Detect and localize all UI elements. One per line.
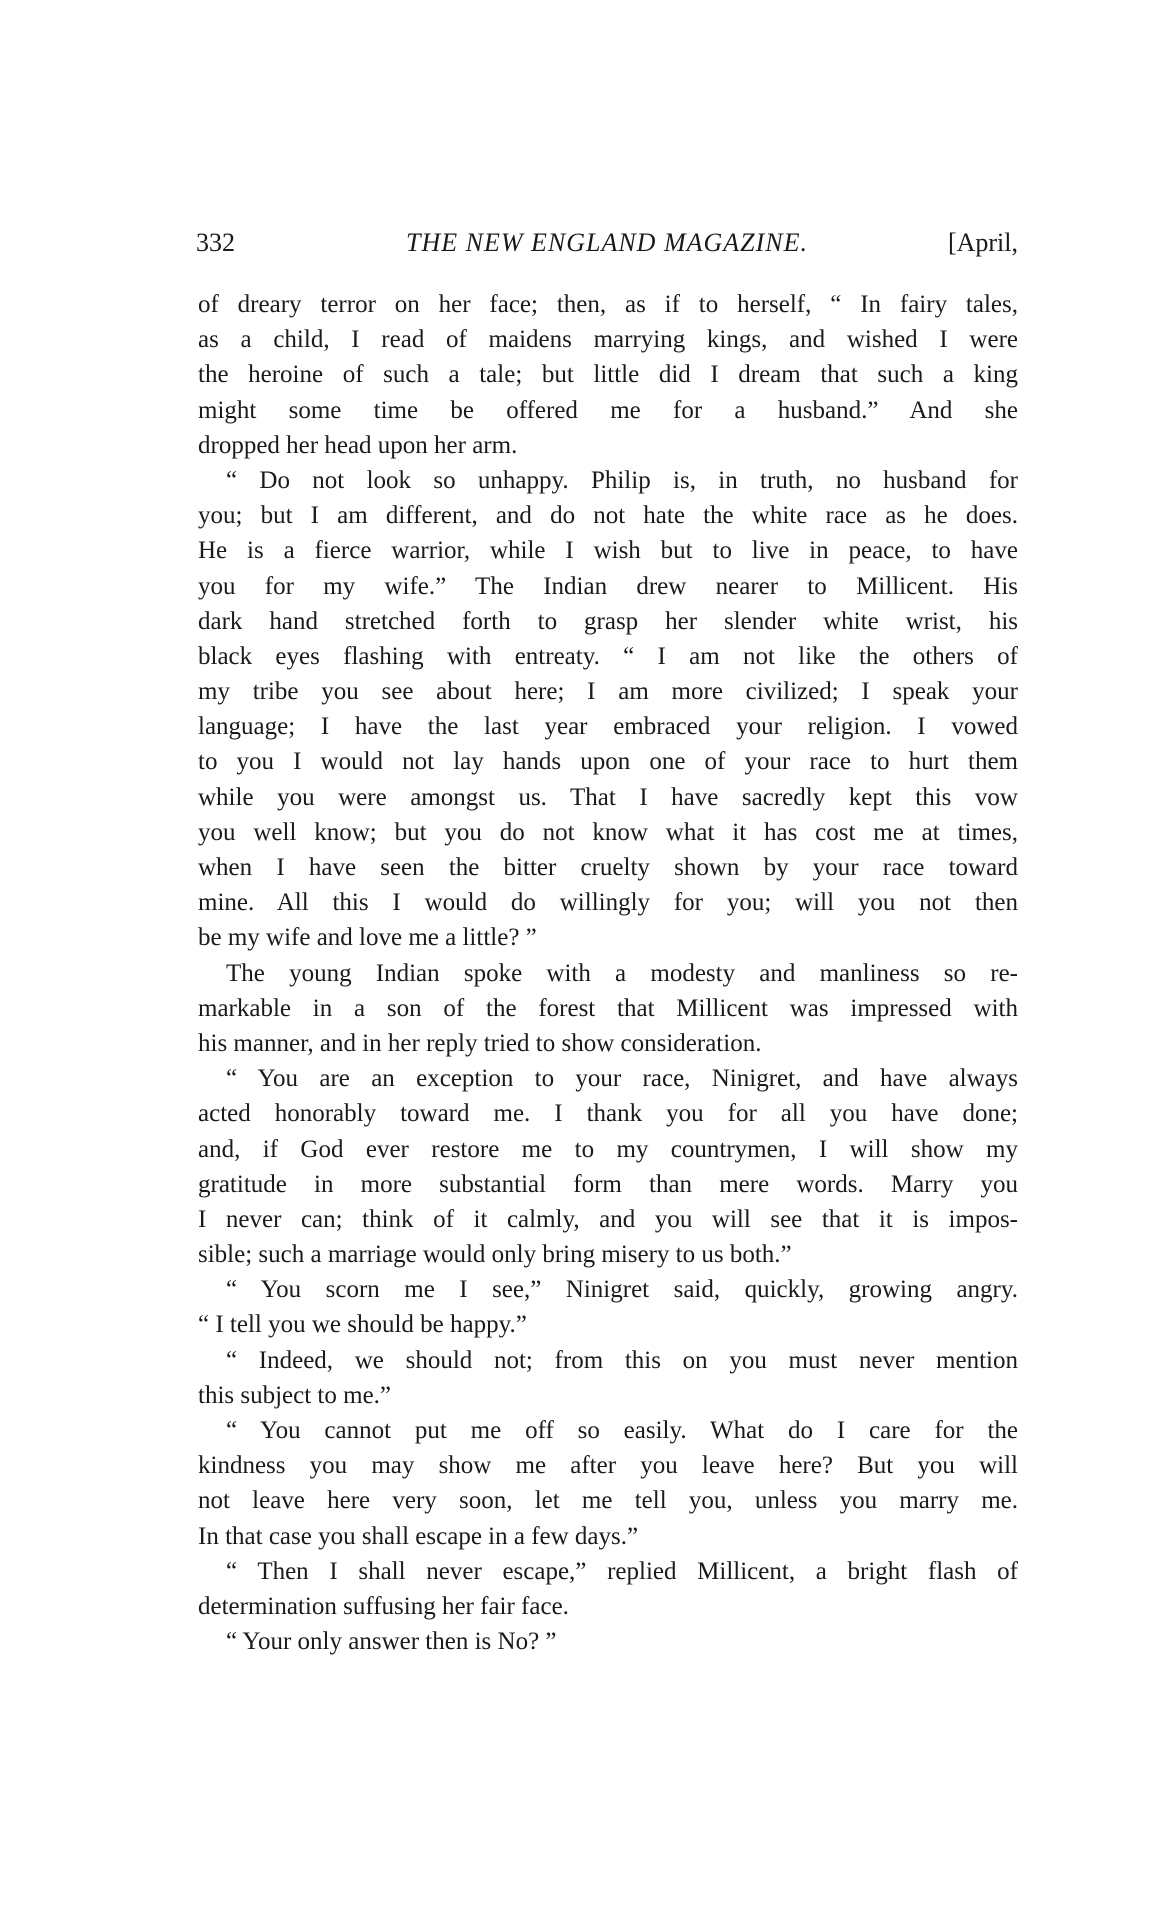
text-line: “ Your only answer then is No? ” xyxy=(226,1628,557,1656)
text-line: acted honorably toward me. I thank you for all you have done; xyxy=(198,1100,1018,1128)
page-number: 332 xyxy=(196,228,235,257)
text-line: and, if God ever restore me to my countrymen, I will show my xyxy=(198,1135,1018,1163)
text-line: to you I would not lay hands upon one of your race to hurt them xyxy=(198,748,1018,776)
text-line: kindness you may show me after you leave here? But you will xyxy=(198,1452,1018,1480)
text-line: his manner, and in her reply tried to show consideration. xyxy=(198,1029,762,1057)
text-line: the heroine of such a tale; but little did I dream that such a king xyxy=(198,361,1018,389)
text-line: “ You are an exception to your race, Ninigret, and have always xyxy=(226,1065,1018,1093)
issue-month: [April, xyxy=(947,228,1018,257)
text-line: as a child, I read of maidens marrying kings, and wished I were xyxy=(198,326,1018,354)
text-line: dropped her head upon her arm. xyxy=(198,431,518,459)
text-line: language; I have the last year embraced your religion. I vowed xyxy=(198,713,1018,741)
text-line: while you were amongst us. That I have sacredly kept this vow xyxy=(198,783,1018,811)
text-line: mine. All this I would do willingly for you; will you not then xyxy=(198,889,1018,917)
text-line: gratitude in more substantial form than mere words. Marry you xyxy=(198,1170,1018,1198)
text-line: might some time be offered me for a husband.” And she xyxy=(198,396,1018,424)
text-line: In that case you shall escape in a few days.” xyxy=(198,1522,639,1550)
text-line: black eyes flashing with entreaty. “ I am not like the others of xyxy=(198,642,1018,670)
text-line: “ Do not look so unhappy. Philip is, in truth, no husband for xyxy=(226,466,1018,494)
text-line: not leave here very soon, let me tell you, unless you marry me. xyxy=(198,1487,1018,1515)
text-line: “ Indeed, we should not; from this on you must never mention xyxy=(226,1346,1018,1374)
text-line: “ You scorn me I see,” Ninigret said, quickly, growing angry. xyxy=(226,1276,1018,1304)
running-header xyxy=(196,228,1018,262)
text-line: you; but I am different, and do not hate the white race as he does. xyxy=(198,502,1018,530)
text-line: “ You cannot put me off so easily. What do I care for the xyxy=(226,1417,1018,1444)
text-line: this subject to me.” xyxy=(198,1381,392,1409)
text-line: He is a fierce warrior, while I wish but to live in peace, to have xyxy=(198,537,1018,565)
text-line: you for my wife.” The Indian drew nearer to Millicent. His xyxy=(198,572,1018,600)
text-line: sible; such a marriage would only bring misery to us both.” xyxy=(198,1241,792,1269)
magazine-title: THE NEW ENGLAND MAGAZINE. xyxy=(406,228,808,257)
text-line: dark hand stretched forth to grasp her slender white wrist, his xyxy=(198,607,1018,635)
text-line: “ I tell you we should be happy.” xyxy=(198,1311,527,1339)
text-line: determination suffusing her fair face. xyxy=(198,1592,569,1620)
text-line: markable in a son of the forest that Millicent was impressed with xyxy=(198,994,1018,1022)
text-line: my tribe you see about here; I am more civilized; I speak your xyxy=(198,678,1018,706)
text-line: of dreary terror on her face; then, as if to herself, “ In fairy tales, xyxy=(198,291,1018,318)
text-line: when I have seen the bitter cruelty shown by your race toward xyxy=(198,854,1018,881)
body-text xyxy=(198,287,1018,1659)
text-line: you well know; but you do not know what it has cost me at times, xyxy=(198,818,1018,846)
text-line: “ Then I shall never escape,” replied Millicent, a bright flash of xyxy=(226,1557,1018,1585)
text-line: I never can; think of it calmly, and you will see that it is impos- xyxy=(198,1205,1018,1233)
text-line: be my wife and love me a little? ” xyxy=(198,924,537,952)
text-line: The young Indian spoke with a modesty and manliness so re- xyxy=(226,959,1018,987)
